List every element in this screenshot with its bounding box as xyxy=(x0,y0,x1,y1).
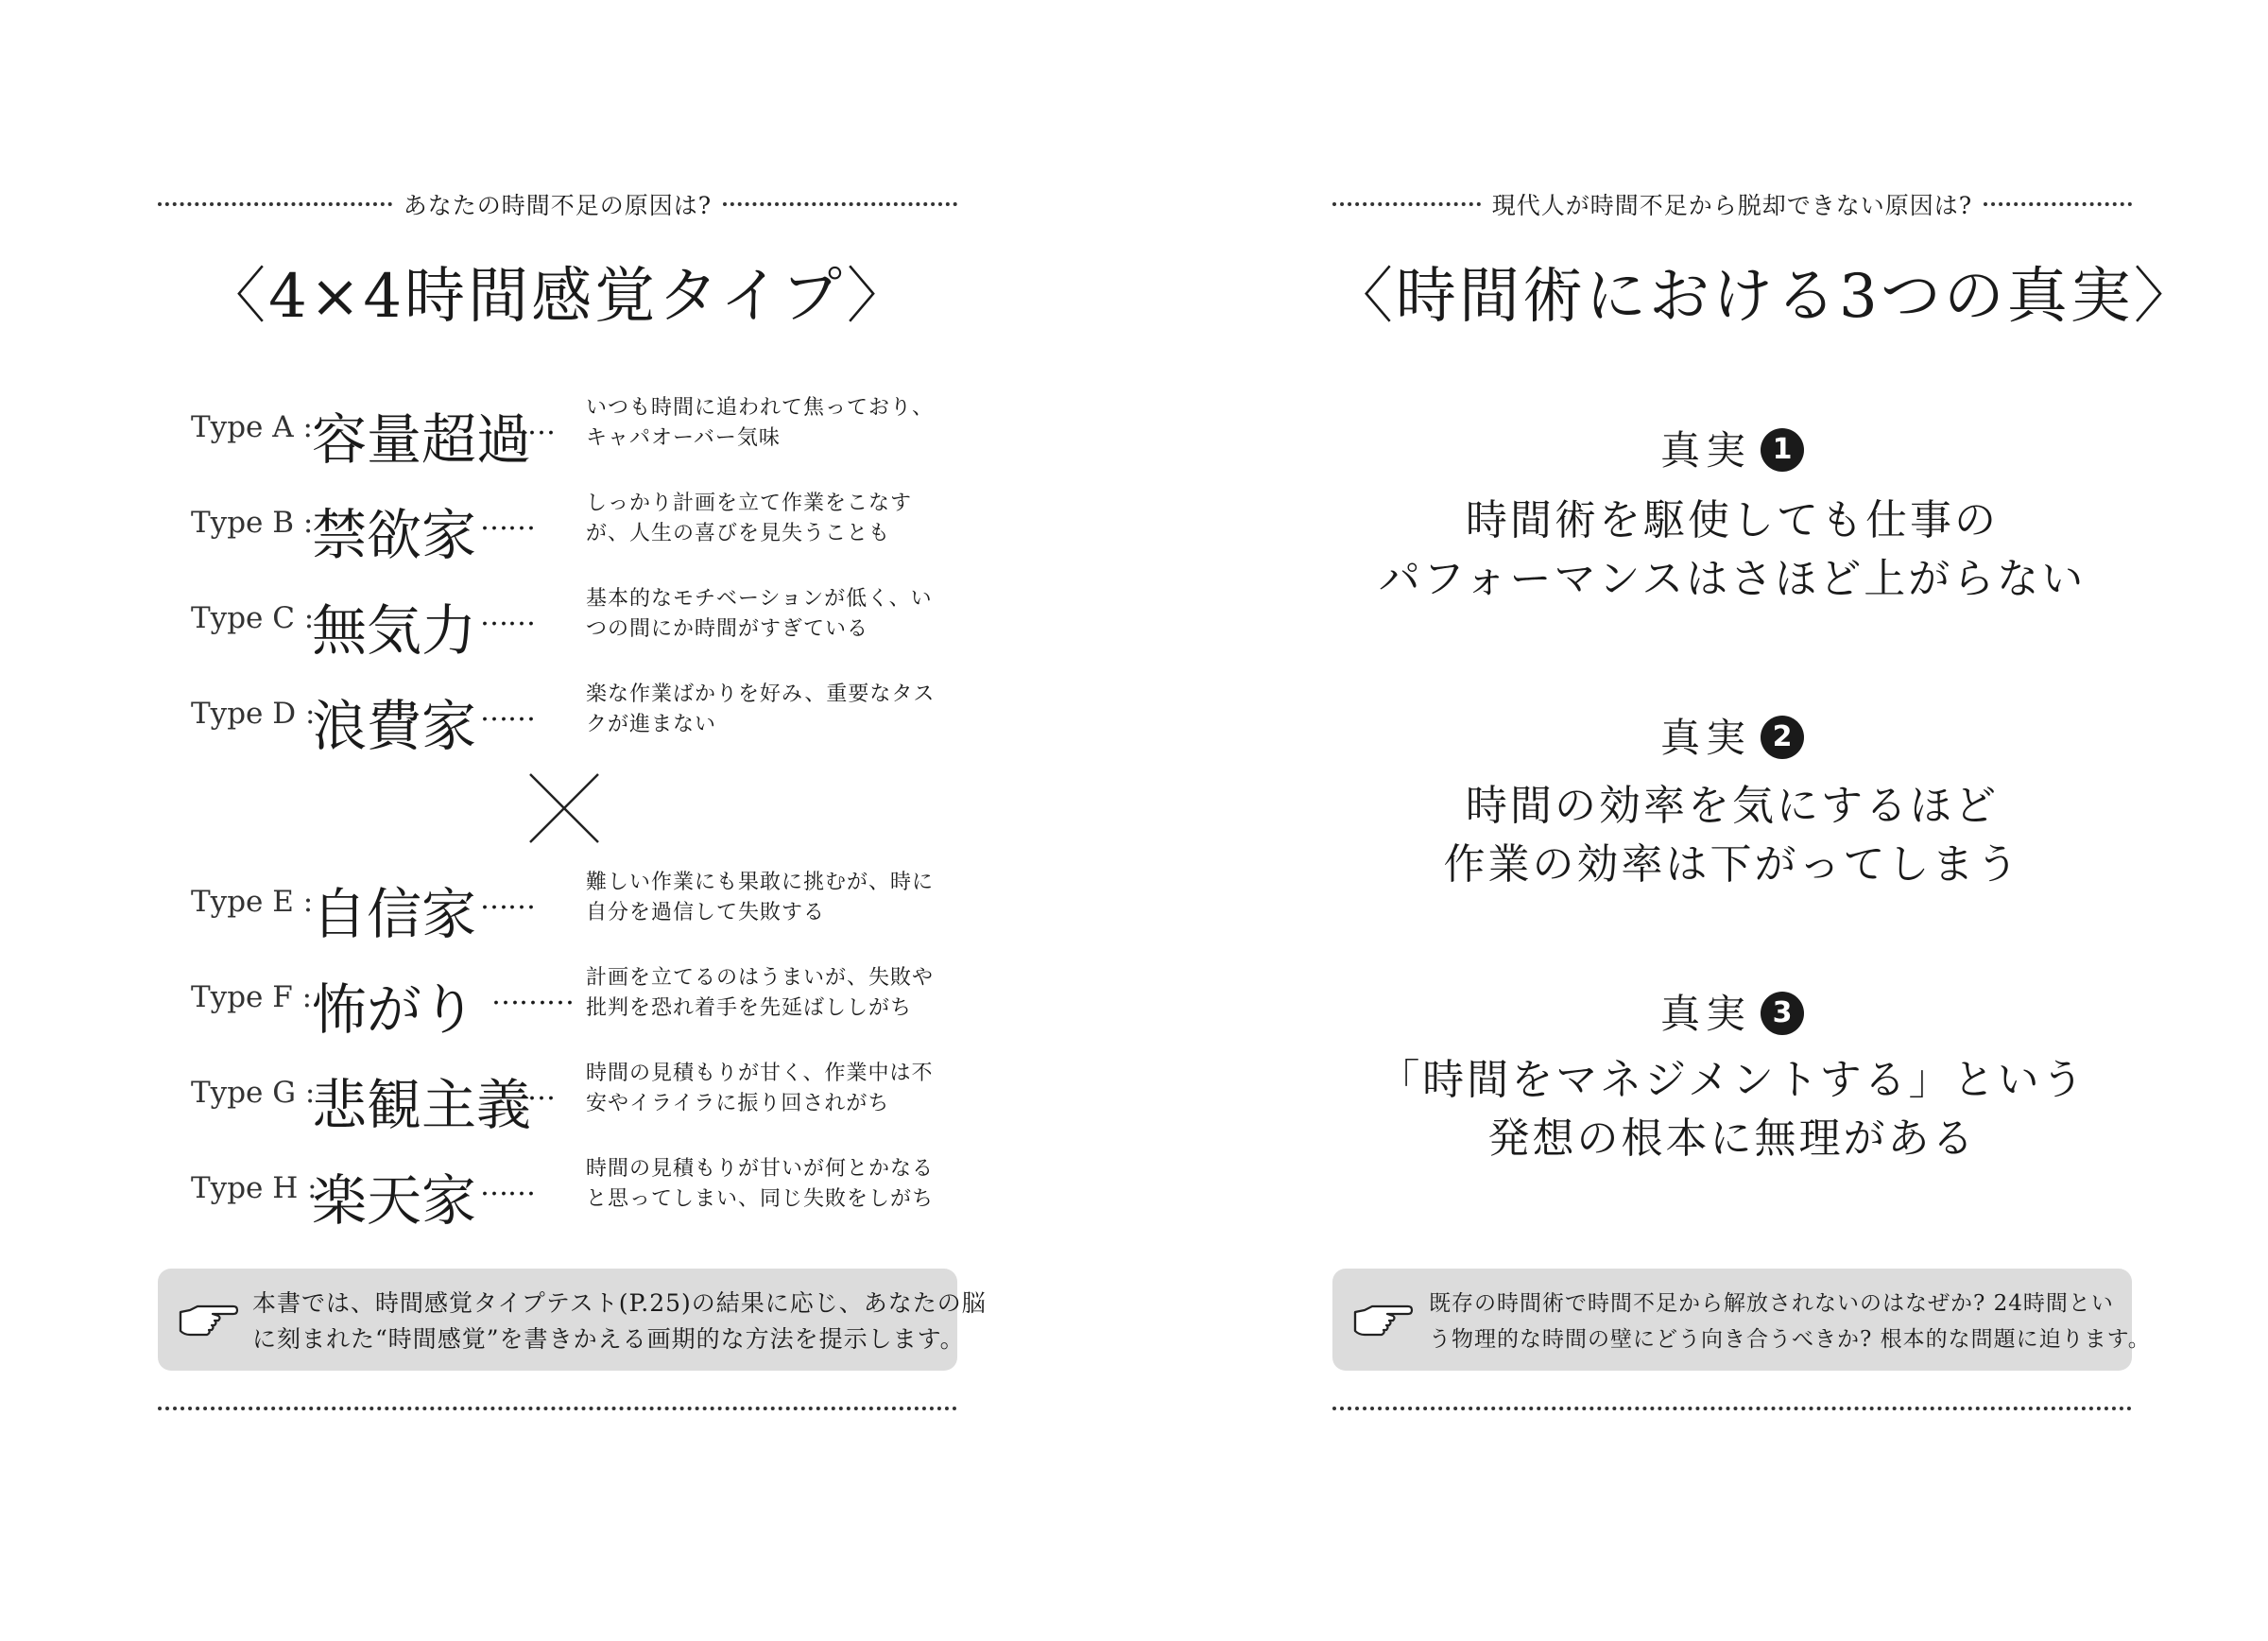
type-name: 楽天家 xyxy=(312,1168,477,1233)
right-note-text xyxy=(1429,1286,2151,1357)
type-description xyxy=(586,868,945,928)
leader-dots: …… xyxy=(480,504,535,537)
type-row-f xyxy=(191,963,947,1042)
type-tag: Type G : xyxy=(191,1076,316,1110)
truth-label-text: 真実 xyxy=(1659,715,1751,761)
type-row-a xyxy=(191,393,947,472)
description-line: が、人生の喜びを見失うことも xyxy=(586,522,891,545)
type-tag: Type B : xyxy=(191,506,314,540)
right-page xyxy=(1332,0,2197,1641)
description-line: 基本的なモチベーションが低く、い xyxy=(586,587,933,611)
truth-line: 「時間をマネジメントする」という xyxy=(1378,1056,2087,1104)
description-line: 時間の見積もりが甘いが何とかなる xyxy=(586,1157,935,1181)
truth-1-label xyxy=(1332,420,2132,476)
type-tag: Type F : xyxy=(191,980,313,1014)
right-note-box xyxy=(1332,1269,2151,1371)
number-badge-1: 1 xyxy=(1761,428,1804,472)
type-row-h xyxy=(191,1154,947,1233)
right-title: 〈時間術における3つの真実〉 xyxy=(1332,262,2197,332)
description-line: いつも時間に追われて焦っており、 xyxy=(586,396,935,420)
truth-1-body xyxy=(1332,492,2132,609)
type-description xyxy=(586,680,945,740)
type-name: 浪費家 xyxy=(312,694,477,758)
description-line: 批判を恐れ着手を先延ばししがち xyxy=(586,996,913,1020)
leader-dots: …… xyxy=(480,599,535,632)
truth-2-body xyxy=(1332,777,2132,894)
note-line: う物理的な時間の壁にどう向き合うべきか? 根本的な問題に迫ります。 xyxy=(1429,1327,2151,1352)
dotted-rule xyxy=(1984,202,2132,206)
type-row-g xyxy=(191,1059,947,1137)
type-tag: Type H : xyxy=(191,1171,318,1205)
pointing-hand-icon xyxy=(177,1297,239,1339)
pointing-hand-icon xyxy=(1351,1297,1414,1339)
leader-dots: …… xyxy=(480,1169,535,1202)
left-header-rule xyxy=(158,185,957,223)
type-row-c xyxy=(191,584,947,663)
truth-label-text: 真実 xyxy=(1659,427,1751,474)
truth-2-label xyxy=(1332,707,2132,764)
left-note-box xyxy=(158,1269,987,1371)
type-name: 無気力 xyxy=(312,598,477,663)
description-line: しっかり計画を立て作業をこなす xyxy=(586,492,913,515)
type-tag: Type E : xyxy=(191,885,314,919)
number-badge-2: 2 xyxy=(1761,716,1804,759)
description-line: つの間にか時間がすぎている xyxy=(586,617,869,641)
type-name: 禁欲家 xyxy=(312,503,477,567)
description-line: キャパオーバー気味 xyxy=(586,426,781,450)
dotted-rule xyxy=(723,202,957,206)
right-header-rule xyxy=(1332,185,2132,223)
leader-dots: ……… xyxy=(491,978,574,1011)
left-note-text xyxy=(252,1286,987,1357)
truth-line: 時間術を駆使しても仕事の xyxy=(1466,496,1999,544)
right-header-caption: 現代人が時間不足から脱却できない原因は? xyxy=(1491,192,1973,219)
type-description xyxy=(586,489,945,549)
type-tag: Type A : xyxy=(191,410,313,444)
truth-3-label xyxy=(1332,983,2132,1040)
leader-dots: … xyxy=(527,1074,555,1107)
truth-line: 発想の根本に無理がある xyxy=(1487,1114,1977,1163)
description-line: 自分を過信して失敗する xyxy=(586,901,826,924)
truth-3-body xyxy=(1332,1051,2132,1168)
type-tag: Type C : xyxy=(191,601,315,635)
dotted-rule xyxy=(1332,202,1481,206)
description-line: 安やイライラに振り回されがち xyxy=(586,1092,890,1115)
truth-label-text: 真実 xyxy=(1659,991,1751,1037)
cross-icon xyxy=(526,770,602,846)
leader-dots: …… xyxy=(480,883,535,916)
truth-line: 作業の効率は下がってしまう xyxy=(1443,840,2021,889)
description-line: 楽な作業ばかりを好み、重要なタス xyxy=(586,682,936,706)
type-description xyxy=(586,1154,945,1215)
type-row-e xyxy=(191,868,947,946)
left-header-caption: あなたの時間不足の原因は? xyxy=(403,192,713,219)
type-description xyxy=(586,963,945,1024)
type-description xyxy=(586,393,945,454)
description-line: 時間の見積もりが甘く、作業中は不 xyxy=(586,1062,934,1085)
type-row-d xyxy=(191,680,947,758)
type-name: 自信家 xyxy=(312,882,477,946)
dotted-rule xyxy=(158,1407,957,1410)
dotted-rule xyxy=(158,202,392,206)
note-line: 本書では、時間感覚タイプテスト(P.25)の結果に応じ、あなたの脳 xyxy=(252,1289,987,1317)
number-badge-3: 3 xyxy=(1761,992,1804,1035)
type-description xyxy=(586,1059,945,1119)
type-name: 容量超過 xyxy=(312,407,532,472)
type-tag: Type D : xyxy=(191,697,316,731)
type-name: 悲観主義 xyxy=(312,1073,532,1137)
note-line: 既存の時間術で時間不足から解放されないのはなぜか? 24時間とい xyxy=(1429,1291,2114,1316)
type-row-b xyxy=(191,489,947,567)
type-description xyxy=(586,584,945,645)
leader-dots: …… xyxy=(480,695,535,728)
description-line: クが進まない xyxy=(586,713,717,736)
left-page xyxy=(158,0,987,1641)
note-line: に刻まれた“時間感覚”を書きかえる画期的な方法を提示します。 xyxy=(252,1325,965,1353)
leader-dots: … xyxy=(527,408,555,441)
description-line: 難しい作業にも果敢に挑むが、時に xyxy=(586,871,935,894)
description-line: と思ってしまい、同じ失敗をしがち xyxy=(586,1187,935,1211)
description-line: 計画を立てるのはうまいが、失敗や xyxy=(586,966,935,990)
truth-line: パフォーマンスはさほど上がらない xyxy=(1378,555,2087,603)
type-name: 怖がり xyxy=(312,977,477,1042)
truth-line: 時間の効率を気にするほど xyxy=(1466,782,1999,830)
dotted-rule xyxy=(1332,1407,2132,1410)
left-title: 〈4×4時間感覚タイプ〉 xyxy=(205,262,910,332)
